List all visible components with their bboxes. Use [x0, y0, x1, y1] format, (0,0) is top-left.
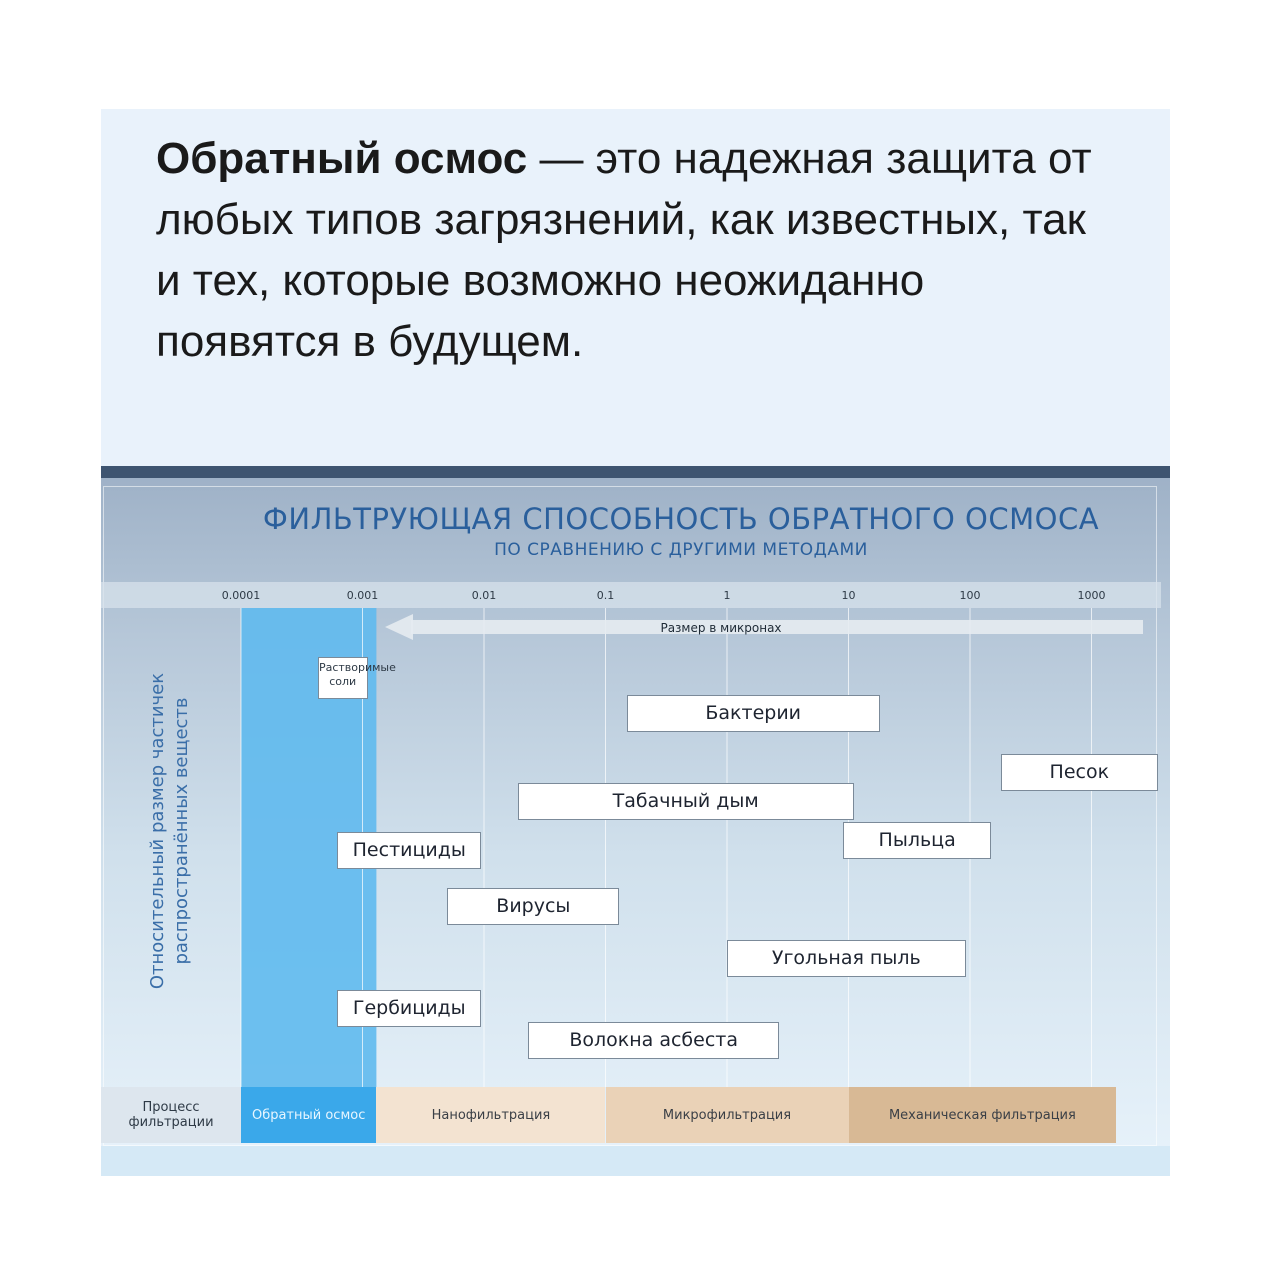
process-method: Микрофильтрация: [606, 1087, 849, 1143]
process-method: Нанофильтрация: [376, 1087, 605, 1143]
y-axis-label: Относительный размер частичек распространённых веществ: [147, 672, 192, 990]
x-tick-label: 0.01: [471, 589, 497, 602]
x-tick-label: 0.001: [346, 589, 379, 602]
particle-label: Угольная пыль: [727, 940, 966, 977]
headline-bold: Обратный осмос: [156, 134, 528, 183]
chart-svg: [101, 466, 1170, 1176]
x-tick-label: 0.1: [596, 589, 615, 602]
process-heading: Процесс фильтрации: [101, 1087, 241, 1143]
particle-label: Пыльца: [843, 822, 991, 859]
particle-label: Вирусы: [447, 888, 619, 925]
process-method: Механическая фильтрация: [849, 1087, 1117, 1143]
x-tick-label: 0.0001: [221, 589, 261, 602]
chart-title: ФИЛЬТРУЮЩАЯ СПОСОБНОСТЬ ОБРАТНОГО ОСМОСА: [262, 502, 1100, 536]
headline-rest: — это надежная защита от любых типов загрязнений, как известных, так и тех, которые возможно неожиданно появятся в будущем.: [156, 134, 1092, 366]
process-row: [101, 1087, 1161, 1143]
x-tick-label: 1: [723, 589, 731, 602]
headline: [156, 128, 1116, 372]
x-tick-label: 10: [841, 589, 856, 602]
chart-panel: [101, 466, 1170, 1176]
x-tick-label: 1000: [1077, 589, 1106, 602]
particle-label: Волокна асбеста: [528, 1022, 779, 1059]
particle-label: Пестициды: [337, 832, 481, 869]
x-tick-label: 100: [959, 589, 981, 602]
bottom-strip: [101, 1146, 1170, 1176]
particle-label: Табачный дым: [518, 783, 854, 820]
chart-subtitle: ПО СРАВНЕНИЮ С ДРУГИМИ МЕТОДАМИ: [494, 540, 868, 560]
particle-label: Гербициды: [337, 990, 481, 1027]
particle-label: Песок: [1001, 754, 1158, 791]
size-arrow-head: [385, 614, 413, 640]
particle-label: Бактерии: [627, 695, 880, 732]
particle-label: Растворимые соли: [318, 657, 368, 699]
x-axis-label: Размер в микронах: [660, 621, 782, 635]
process-method: Обратный осмос: [241, 1087, 376, 1143]
